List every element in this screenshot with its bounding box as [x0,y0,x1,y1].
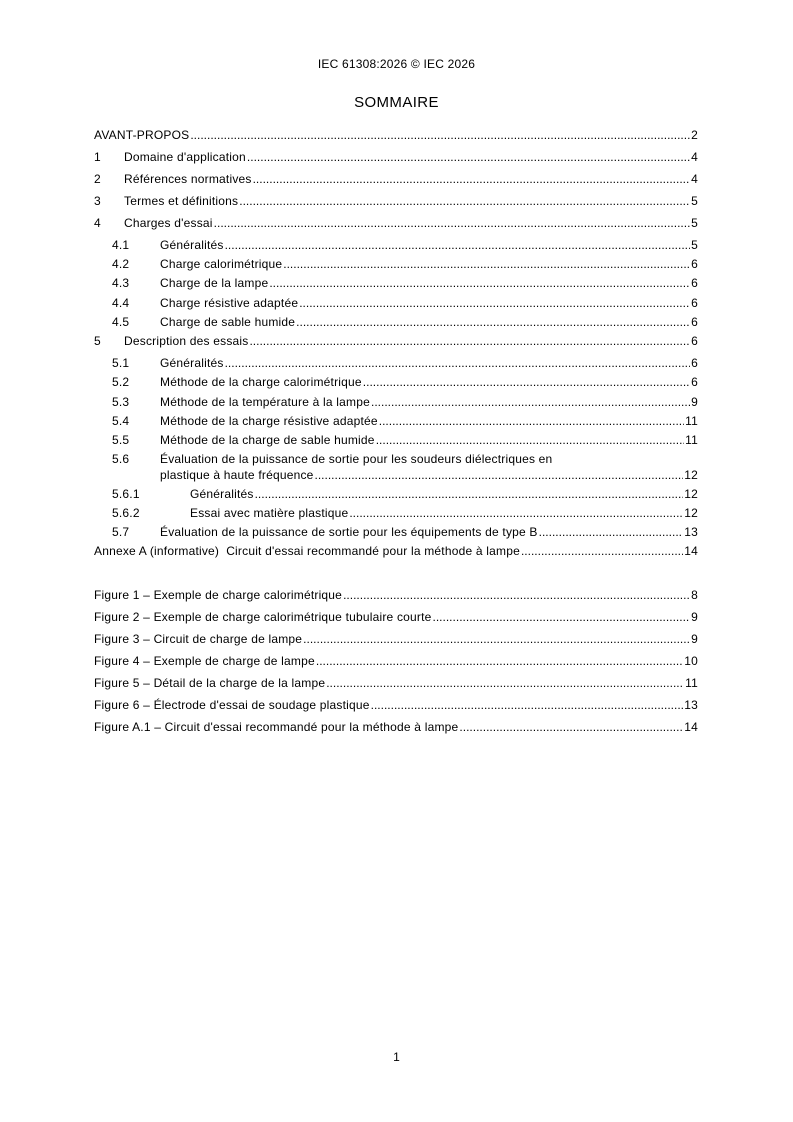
toc-title: Méthode de la température à la lampe [160,395,370,409]
toc-number: 5.1 [112,356,130,370]
dot-leader [371,698,684,712]
toc-title: plastique à haute fréquence [160,468,314,482]
toc-title: Description des essais [124,334,249,348]
toc-entry-5-7[interactable] [112,525,698,539]
toc-page: 9 [691,395,698,409]
figure-page: 10 [684,654,698,668]
toc-title: Généralités [190,487,254,501]
toc-entry-annexe-a[interactable] [94,544,698,558]
toc-entry-5-2[interactable] [112,375,698,389]
dot-leader [253,172,691,186]
toc-entry-5[interactable] [94,334,698,348]
toc-page: 12 [684,506,698,520]
toc-title: Charge résistive adaptée [160,296,299,310]
toc-title: Charge calorimétrique [160,257,283,271]
figure-entry-4[interactable] [94,654,698,668]
toc-number: 4 [94,216,101,230]
toc-entry-5-6[interactable] [160,468,698,482]
toc-number: 5.6.1 [112,487,140,501]
toc-title: Domaine d'application [124,150,246,164]
toc-entry-avant-propos[interactable] [94,128,698,142]
toc-title: Méthode de la charge calorimétrique [160,375,362,389]
toc-page: 13 [684,525,698,539]
toc-page: 6 [691,375,698,389]
figure-page: 14 [684,720,698,734]
toc-entry-5-6-2[interactable] [112,506,698,520]
toc-title: Évaluation de la puissance de sortie pour les équipements de type B [160,525,538,539]
toc-entry-4-1[interactable] [112,238,698,252]
dot-leader [349,506,683,520]
toc-page: 14 [684,544,698,558]
toc-number: 5 [94,334,101,348]
toc-page: 11 [685,433,698,447]
dot-leader [283,257,690,271]
toc-entry-4-5[interactable] [112,315,698,329]
toc-entry-4-3[interactable] [112,276,698,290]
toc-page: 5 [691,238,698,252]
dot-leader [376,433,684,447]
toc-page: 6 [691,334,698,348]
figure-entry-6[interactable] [94,698,698,712]
toc-entry-5-6-number: 5.6 [112,452,130,466]
figure-entry-5[interactable] [94,676,698,690]
dot-leader [299,296,690,310]
toc-entry-5-6-1[interactable] [112,487,698,501]
dot-leader [225,356,691,370]
toc-page: 12 [684,468,698,482]
figure-page: 9 [691,610,698,624]
figure-title: Figure 1 – Exemple de charge calorimétrique [94,588,343,602]
toc-page: 6 [691,315,698,329]
figure-page: 11 [685,676,698,690]
toc-entry-3[interactable] [94,194,698,208]
dot-leader [269,276,690,290]
figure-title: Figure 5 – Détail de la charge de la lampe [94,676,326,690]
toc-title: Essai avec matière plastique [190,506,349,520]
page-title: SOMMAIRE [354,94,439,111]
toc-entry-5-3[interactable] [112,395,698,409]
toc-page: 6 [691,276,698,290]
toc-number: 5.5 [112,433,130,447]
toc-title: Méthode de la charge de sable humide [160,433,375,447]
dot-leader [190,128,690,142]
figure-title: Figure 3 – Circuit de charge de lampe [94,632,303,646]
dot-leader [225,238,691,252]
toc-title: Annexe A (informative) Circuit d'essai recommandé pour la méthode à lampe [94,544,520,558]
toc-title: Méthode de la charge résistive adaptée [160,414,378,428]
toc-page: 5 [691,194,698,208]
dot-leader [459,720,683,734]
toc-number: 5.4 [112,414,130,428]
dot-leader [379,414,684,428]
figure-entry-3[interactable] [94,632,698,646]
dot-leader [371,395,690,409]
dot-leader [316,654,683,668]
dot-leader [296,315,690,329]
toc-number: 4.1 [112,238,130,252]
toc-title: Généralités [160,356,224,370]
toc-entry-1[interactable] [94,150,698,164]
toc-number: 3 [94,194,101,208]
dot-leader [247,150,690,164]
dot-leader [539,525,684,539]
dot-leader [239,194,690,208]
figure-title: Figure A.1 – Circuit d'essai recommandé pour la méthode à lampe [94,720,459,734]
toc-page: 11 [685,414,698,428]
toc-page: 4 [691,150,698,164]
figure-page: 9 [691,632,698,646]
toc-page: 2 [691,128,698,142]
toc-number: 2 [94,172,101,186]
toc-entry-4-2[interactable] [112,257,698,271]
dot-leader [315,468,684,482]
toc-title: Termes et définitions [124,194,239,208]
toc-page: 4 [691,172,698,186]
dot-leader [214,216,690,230]
toc-number: 5.3 [112,395,130,409]
figure-page: 13 [684,698,698,712]
toc-page: 6 [691,356,698,370]
figure-entry-2[interactable] [94,610,698,624]
toc-title: Charge de la lampe [160,276,269,290]
toc-page: 5 [691,216,698,230]
dot-leader [363,375,690,389]
toc-entry-5-5[interactable] [112,433,698,447]
toc-entry-4[interactable] [94,216,698,230]
toc-number: 4.4 [112,296,130,310]
toc-entry-5-6-title-line1: Évaluation de la puissance de sortie pour les soudeurs diélectriques en [160,452,553,466]
dot-leader [343,588,690,602]
toc-page: 6 [691,296,698,310]
toc-title: AVANT-PROPOS [94,128,190,142]
toc-page: 6 [691,257,698,271]
toc-number: 5.2 [112,375,130,389]
figure-title: Figure 6 – Électrode d'essai de soudage plastique [94,698,370,712]
toc-number: 5.6.2 [112,506,140,520]
toc-number: 4.3 [112,276,130,290]
dot-leader [255,487,684,501]
toc-number: 1 [94,150,101,164]
figure-title: Figure 2 – Exemple de charge calorimétrique tubulaire courte [94,610,432,624]
toc-number: 4.2 [112,257,130,271]
toc-entry-5-1[interactable] [112,356,698,370]
dot-leader [249,334,690,348]
figure-entry-a1[interactable] [94,720,698,734]
figure-page: 8 [691,588,698,602]
dot-leader [433,610,691,624]
figure-entry-1[interactable] [94,588,698,602]
toc-page: 12 [684,487,698,501]
toc-entry-4-4[interactable] [112,296,698,310]
figure-title: Figure 4 – Exemple de charge de lampe [94,654,315,668]
toc-entry-2[interactable] [94,172,698,186]
toc-title: Charge de sable humide [160,315,296,329]
toc-entry-5-4[interactable] [112,414,698,428]
running-header: IEC 61308:2026 © IEC 2026 [317,57,476,71]
toc-title: Références normatives [124,172,252,186]
page-number: 1 [393,1050,400,1064]
toc-title: Généralités [160,238,224,252]
dot-leader [521,544,683,558]
toc-number: 4.5 [112,315,130,329]
toc-title: Charges d'essai [124,216,213,230]
dot-leader [303,632,690,646]
toc-number: 5.7 [112,525,130,539]
dot-leader [326,676,684,690]
